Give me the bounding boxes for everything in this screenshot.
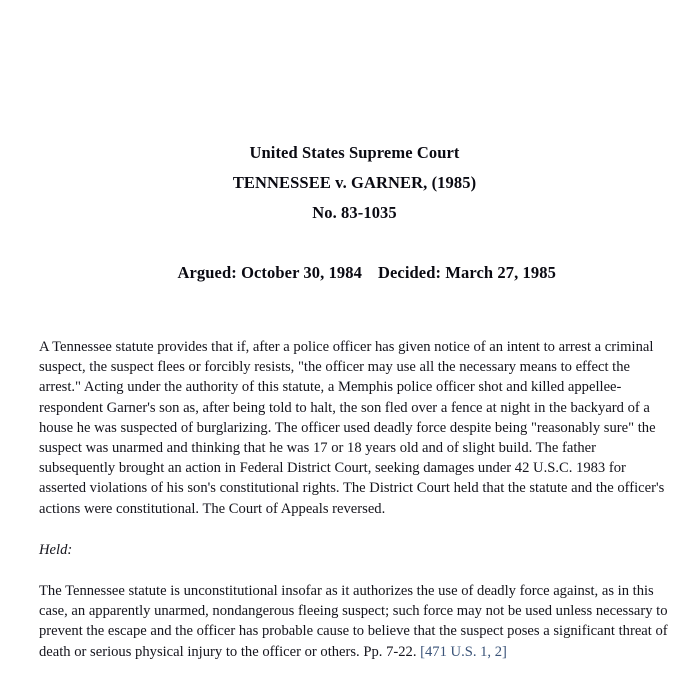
- argued-decided-line: [39, 228, 670, 318]
- syllabus-paragraph: A Tennessee statute provides that if, after a police officer has given notice of an intent to arrest a criminal suspect, the suspect flees or forcibly resists, "the officer may use all the necessary means to effect the arrest." Acting under the authority of this statute, a Memphis police officer shot and killed appellee-respondent Garner's son as, after being told to halt, the son fled over a fence at night in the backyard of a house he was suspected of burglarizing. The officer used deadly force despite being "reasonably sure" the suspect was unarmed and thinking that he was 17 or 18 years old and of slight build. The father subsequently brought an action in Federal District Court, seeking damages under 42 U.S.C. 1983 for asserted violations of his son's constitutional rights. The District Court held that the statute and the officer's actions were constitutional. The Court of Appeals reversed.: [39, 339, 665, 517]
- document-heading: [39, 138, 670, 318]
- argued-date: Argued: October 30, 1984: [177, 263, 362, 282]
- case-title: TENNESSEE v. GARNER, (1985): [232, 173, 477, 192]
- decided-date: Decided: March 27, 1985: [377, 263, 556, 282]
- holding-text: The Tennessee statute is unconstitutional insofar as it authorizes the use of deadly force against, as in this case, an apparently unarmed, nondangerous fleeing suspect; such force may not be used unless necessary to prevent the escape and the officer has probable cause to believe that the suspect poses a significant threat of death or serious physical injury to the officer or others. Pp. 7-22.: [39, 583, 668, 660]
- docket-number: No. 83-1035: [312, 203, 397, 222]
- holding-paragraph: [39, 581, 670, 662]
- held-label: Held:: [39, 541, 73, 558]
- document-body: [39, 337, 670, 662]
- citation-link[interactable]: [471 U.S. 1, 2]: [420, 643, 507, 660]
- court-name: United States Supreme Court: [249, 143, 460, 162]
